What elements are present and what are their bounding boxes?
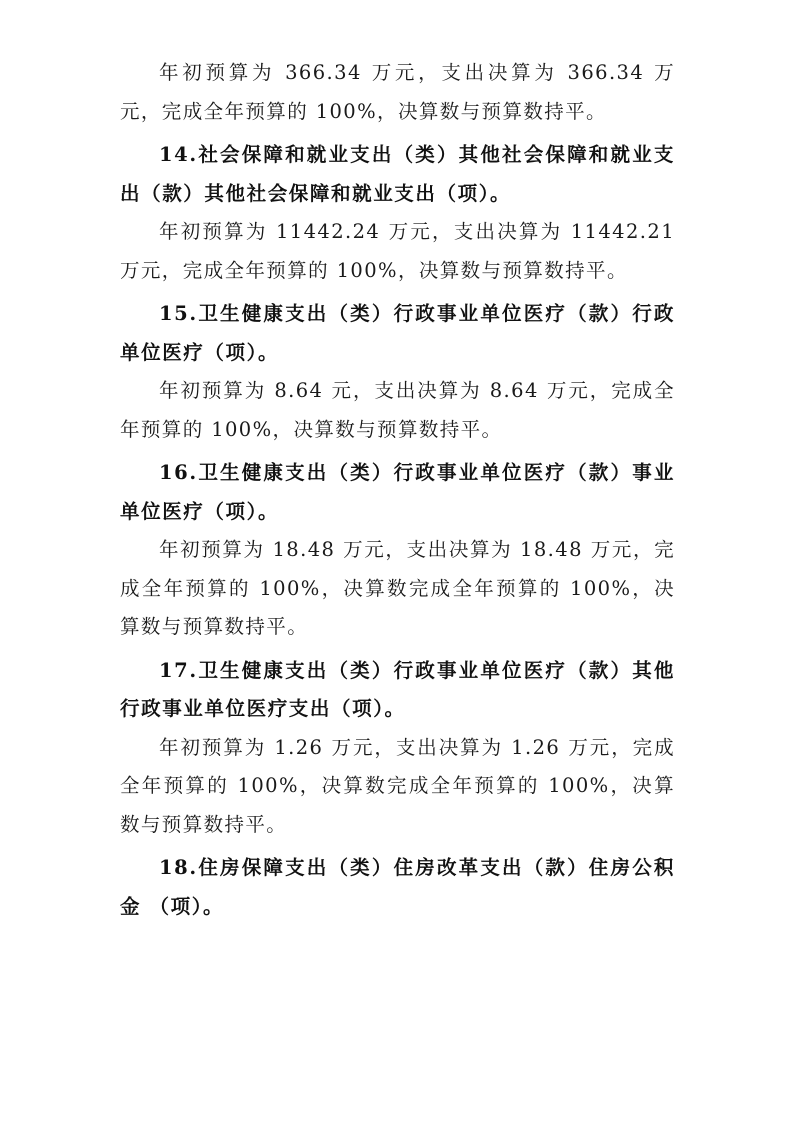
section-heading-15: 15.卫生健康支出（类）行政事业单位医疗（款）行政单位医疗（项）。 <box>120 302 675 364</box>
section-heading-17: 17.卫生健康支出（类）行政事业单位医疗（款）其他行政事业单位医疗支出（项）。 <box>120 658 675 720</box>
body-paragraph-15: 年初预算为 8.64 元，支出决算为 8.64 万元，完成全年预算的 100%，决算数与预算数持平。 <box>120 379 675 441</box>
body-paragraph-13: 年初预算为 366.34 万元，支出决算为 366.34 万元，完成全年预算的 100%，决算数与预算数持平。 <box>120 61 675 123</box>
body-paragraph-17: 年初预算为 1.26 万元，支出决算为 1.26 万元，完成全年预算的 100%，决算数完成全年预算的 100%，决算数与预算数持平。 <box>120 735 675 836</box>
section-heading-16: 16.卫生健康支出（类）行政事业单位医疗（款）事业单位医疗（项）。 <box>120 461 675 523</box>
body-paragraph-14: 年初预算为 11442.24 万元，支出决算为 11442.21 万元，完成全年预算的 100%，决算数与预算数持平。 <box>120 220 675 282</box>
section-heading-14: 14.社会保障和就业支出（类）其他社会保障和就业支出（款）其他社会保障和就业支出（项）。 <box>120 143 675 205</box>
section-heading-18: 18.住房保障支出（类）住房改革支出（款）住房公积金 （项）。 <box>120 856 675 918</box>
body-paragraph-16: 年初预算为 18.48 万元，支出决算为 18.48 万元，完成全年预算的 100%，决算数完成全年预算的 100%，决算数与预算数持平。 <box>120 538 675 638</box>
